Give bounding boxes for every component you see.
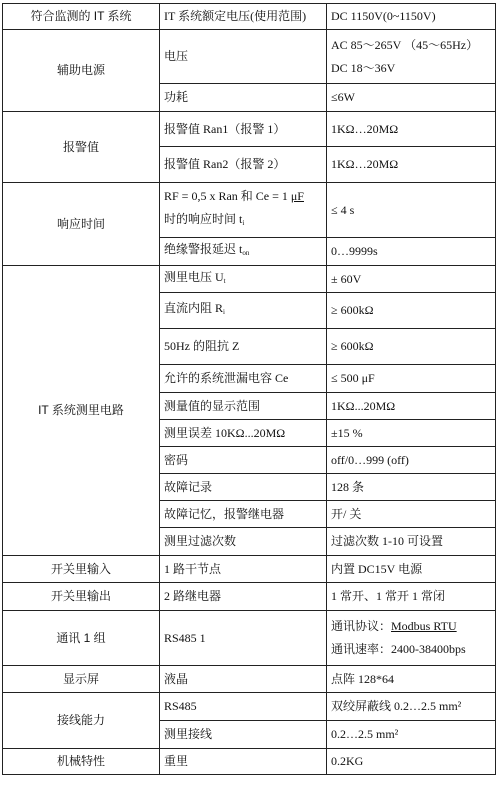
measure-label: 故障记忆，报警继电器 [160,501,327,528]
aux-voltage-label: 电压 [160,30,327,84]
row-switch-input [3,556,496,583]
rated-voltage-value: DC 1150V(0~1150V) [327,4,496,30]
alarm-ran1-value: 1KΩ…20MΩ [327,112,496,147]
wiring-measure-label: 测里接线 [160,721,327,749]
response-time-value: ≤ 4 s [327,183,496,238]
row-display [3,666,496,693]
response-time-sub: i [242,219,245,227]
measure-value: 过滤次数 1-10 可设置 [327,528,496,556]
response-time-caption: 时的响应时间 t [164,212,243,226]
measure-label [160,266,327,293]
measure-label-text: 直流内阻 R [164,301,224,315]
measure-label-text: 测里电压 U [164,269,224,284]
row-wiring-1 [3,693,496,721]
measure-value: ± 60V [327,266,496,293]
cat-response: 响应时间 [3,183,160,266]
cat-wiring: 接线能力 [3,693,160,749]
measure-value: 开/ 关 [327,501,496,528]
alarm-delay-label [160,238,327,266]
wiring-rs485-label: RS485 [160,693,327,721]
comm-value [327,611,496,666]
measure-value: 1KΩ...20MΩ [327,393,496,420]
wiring-rs485-value: 双绞屏蔽线 0.2…2.5 mm² [327,693,496,721]
cat-display: 显示屏 [3,666,160,693]
weight-value: 0.2KG [327,749,496,775]
comm-rate: 通讯速率：2400-38400bps [331,642,466,656]
measure-label: 测里过滤次数 [160,528,327,556]
response-time-label [160,183,327,238]
measure-value: ±15 % [327,420,496,447]
alarm-ran1-label: 报警值 Ran1（报警 1） [160,112,327,147]
alarm-ran2-label: 报警值 Ran2（报警 2） [160,147,327,183]
alarm-delay-caption: 绝缘警报延迟 t [164,242,243,256]
spec-table [2,3,496,775]
aux-voltage-value [327,30,496,84]
response-condition-text: RF = 0,5 x Ran 和 Ce = 1 [164,189,291,203]
measure-value: ≤ 500 μF [327,365,496,393]
switch-input-value: 内置 DC15V 电源 [327,556,496,583]
measure-value: 128 条 [327,474,496,501]
cat-switch-input: 开关里输入 [3,556,160,583]
row-mechanical [3,749,496,775]
measure-value: off/0…999 (off) [327,447,496,474]
row-switch-output [3,583,496,611]
comm-protocol-value: Modbus RTU [391,619,457,633]
row-alarm-1 [3,112,496,147]
cat-comm: 通讯 1 组 [3,611,160,666]
aux-power-label: 功耗 [160,84,327,112]
measure-label: 测量值的显示范围 [160,393,327,420]
measure-label-sub: t [223,276,226,285]
alarm-delay-value: 0…9999s [327,238,496,266]
measure-label-sub: i [223,308,225,316]
cat-mechanical: 机械特性 [3,749,160,775]
display-label: 液晶 [160,666,327,693]
measure-value: ≥ 600kΩ [327,293,496,329]
measure-label [160,293,327,329]
comm-protocol-label: 通讯协议： [331,619,392,633]
display-value: 点阵 128*64 [327,666,496,693]
switch-output-label: 2 路继电器 [160,583,327,611]
response-time-text [164,212,322,231]
measure-value: ≥ 600kΩ [327,329,496,365]
aux-voltage-ac: AC 85～265V （45～65Hz） [331,37,479,52]
measure-label: 测里误差 10KΩ...20MΩ [160,420,327,447]
response-condition-unit: μF [290,189,304,203]
aux-power-value: ≤6W [327,84,496,112]
switch-input-label: 1 路干节点 [160,556,327,583]
row-response-time [3,183,496,238]
cat-aux-power: 辅助电源 [3,30,160,112]
aux-voltage-dc: DC 18～36V [331,60,396,75]
measure-label: 允许的系统泄漏电容 Ce [160,365,327,393]
measure-label: 50Hz 的阻抗 Z [160,329,327,365]
response-condition [164,189,322,204]
switch-output-value: 1 常开、1 常开 1 常闭 [327,583,496,611]
measure-label: 故障记录 [160,474,327,501]
row-measure-0 [3,266,496,293]
comm-label: RS485 1 [160,611,327,666]
row-comm [3,611,496,666]
alarm-delay-sub: on [242,249,250,257]
rated-voltage-label: IT 系统额定电压(使用范围) [160,4,327,30]
weight-label: 重里 [160,749,327,775]
cat-switch-output: 开关里输出 [3,583,160,611]
comm-protocol [331,619,491,634]
row-aux-voltage [3,30,496,84]
wiring-measure-value: 0.2…2.5 mm² [327,721,496,749]
row-it-system [3,4,496,30]
cat-alarm: 报警值 [3,112,160,183]
cat-it-system: 符合监测的 IT 系统 [3,4,160,30]
cat-measure: IT 系统测里电路 [3,266,160,556]
measure-label: 密码 [160,447,327,474]
alarm-ran2-value: 1KΩ…20MΩ [327,147,496,183]
